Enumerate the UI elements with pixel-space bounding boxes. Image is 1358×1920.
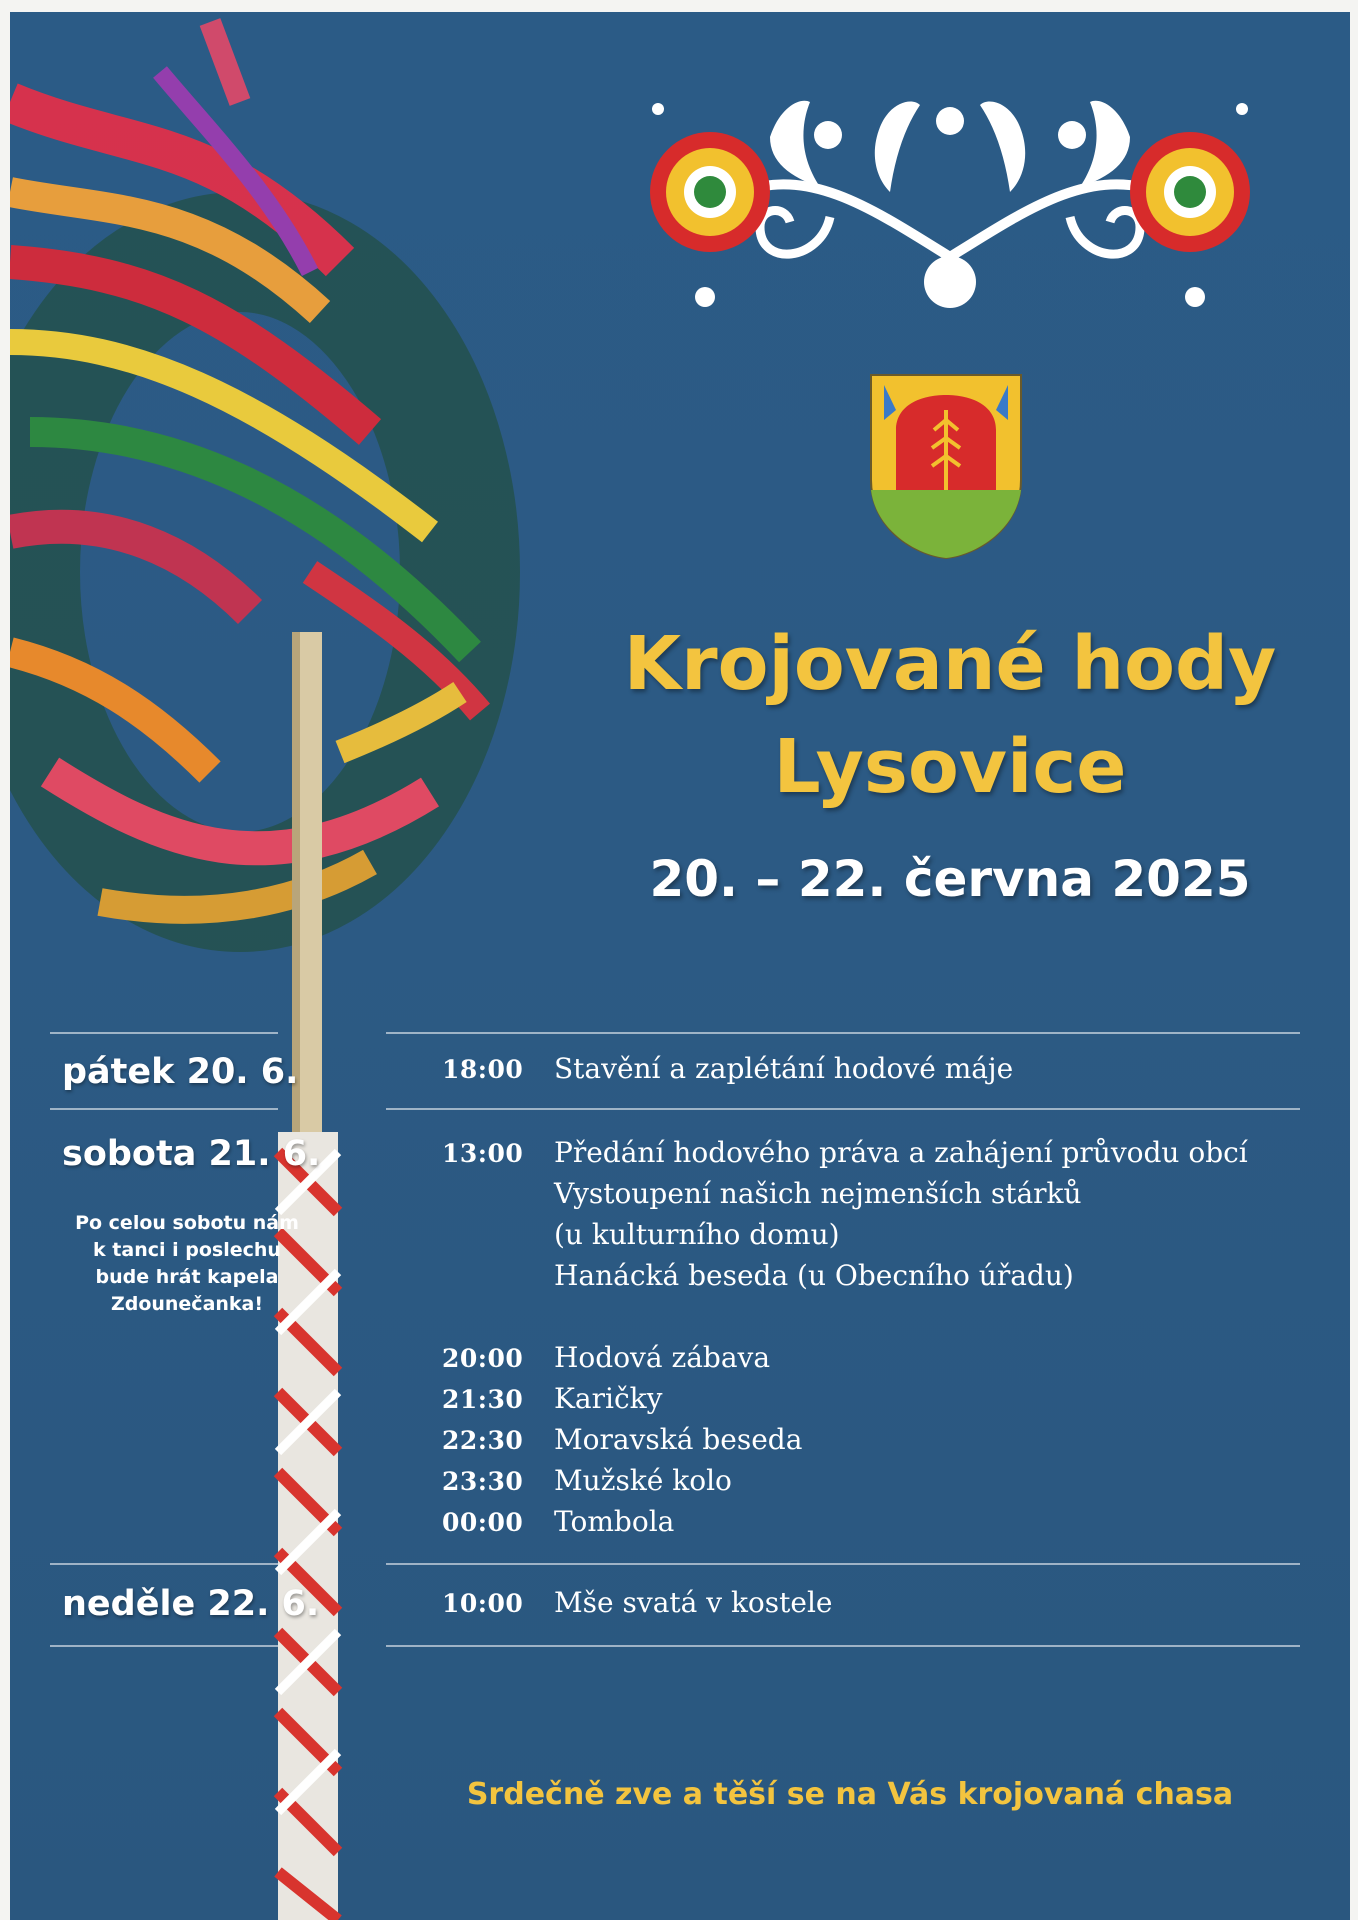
event-time: 10:00 — [442, 1589, 524, 1618]
event-text: Předání hodového práva a zahájení průvodu obcí — [554, 1136, 1248, 1169]
divider — [386, 1645, 1300, 1647]
event-time: 13:00 — [442, 1139, 524, 1168]
event-dates: 20. – 22. června 2025 — [649, 850, 1251, 908]
divider — [50, 1563, 278, 1565]
event-text: Karičky — [554, 1382, 663, 1415]
schedule-row — [442, 1382, 662, 1423]
day-label-friday: pátek 20. 6. — [62, 1052, 299, 1092]
event-text: Mužské kolo — [554, 1464, 732, 1497]
day-label-saturday: sobota 21. 6. — [62, 1134, 321, 1174]
note-line: Po celou sobotu nám — [75, 1212, 299, 1234]
folk-ornament-icon — [650, 97, 1250, 327]
event-time: 23:30 — [442, 1467, 524, 1496]
event-text: Hodová zábava — [554, 1341, 771, 1374]
divider — [50, 1032, 278, 1034]
divider — [386, 1108, 1300, 1110]
event-time: 22:30 — [442, 1426, 524, 1455]
note-line: bude hrát kapela — [95, 1266, 279, 1288]
invitation-footer: Srdečně zve a těší se na Vás krojovaná chasa — [466, 1777, 1234, 1812]
schedule-row — [442, 1505, 674, 1546]
event-text: Tombola — [554, 1505, 675, 1538]
flower-right-icon — [1130, 132, 1250, 252]
coat-of-arms-icon — [866, 370, 1026, 560]
event-title-line2: Lysovice — [773, 724, 1127, 810]
schedule-row — [442, 1177, 1082, 1218]
schedule-row — [442, 1259, 1074, 1300]
divider — [386, 1032, 1300, 1034]
event-text: Hanácká beseda (u Obecního úřadu) — [554, 1259, 1074, 1292]
schedule-row — [442, 1218, 840, 1259]
event-time: 18:00 — [442, 1055, 524, 1084]
saturday-note — [62, 1210, 312, 1318]
poster — [10, 12, 1350, 1920]
maypole-illustration — [10, 12, 610, 1920]
divider — [50, 1108, 278, 1110]
schedule-row — [442, 1586, 833, 1627]
ribbon-wreath — [10, 22, 480, 910]
event-text: (u kulturního domu) — [554, 1218, 840, 1251]
schedule-row — [442, 1341, 770, 1382]
event-text: Vystoupení našich nejmenších stárků — [554, 1177, 1082, 1210]
note-line: Zdounečanka! — [110, 1293, 264, 1315]
event-time: 00:00 — [442, 1508, 524, 1537]
divider — [386, 1563, 1300, 1565]
event-time: 20:00 — [442, 1344, 524, 1373]
schedule-row — [442, 1423, 802, 1464]
divider — [50, 1645, 278, 1647]
event-text: Stavění a zaplétání hodové máje — [554, 1052, 1014, 1085]
day-label-sunday: neděle 22. 6. — [62, 1584, 320, 1624]
event-text: Mše svatá v kostele — [554, 1586, 833, 1619]
event-text: Moravská beseda — [554, 1423, 803, 1456]
note-line: k tanci i poslechu — [93, 1239, 281, 1261]
schedule-row — [442, 1464, 732, 1505]
schedule-row — [442, 1136, 1248, 1177]
event-title-line1: Krojované hody — [623, 621, 1277, 707]
event-time: 21:30 — [442, 1385, 524, 1414]
flower-left-icon — [650, 132, 770, 252]
schedule-row — [442, 1052, 1013, 1093]
